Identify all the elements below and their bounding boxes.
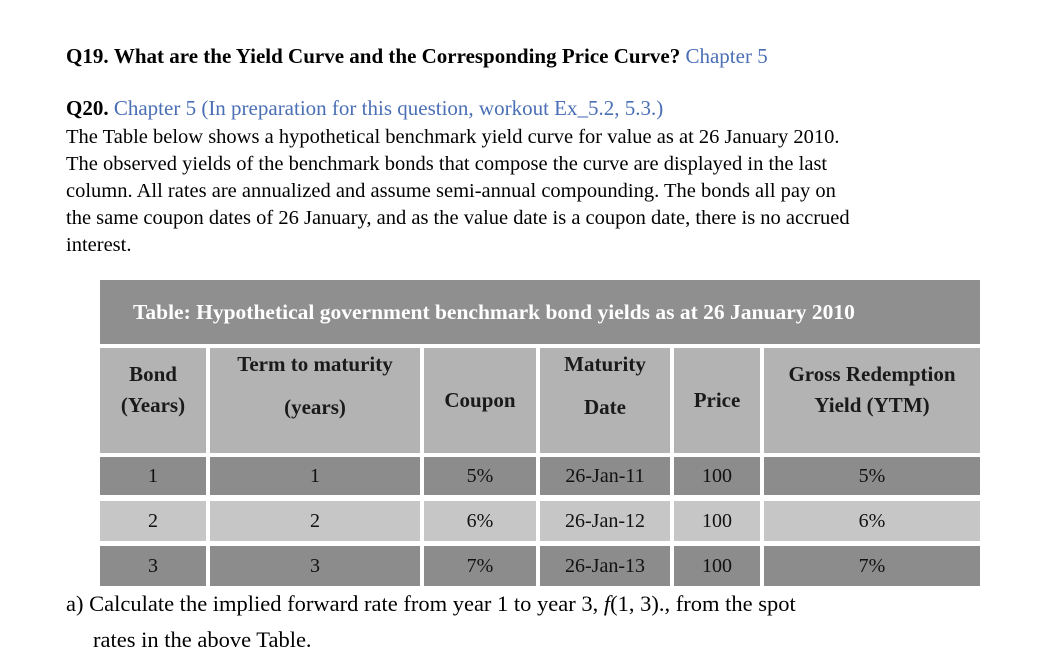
header-bond: [100, 348, 206, 453]
table-cell-coupon: 7%: [424, 546, 536, 586]
header-price: [674, 348, 760, 453]
table-cell-maturity: 26-Jan-11: [540, 457, 670, 495]
forward-rate-symbol: f: [603, 591, 611, 616]
table-cell-maturity: 26-Jan-12: [540, 501, 670, 541]
header-bond-line2: (Years): [120, 393, 186, 417]
header-gry: [764, 348, 980, 453]
q19-question-text: What are the Yield Curve and the Corresponding Price Curve?: [113, 44, 681, 68]
table-cell-term: 3: [210, 546, 420, 586]
table-title: Table: Hypothetical government benchmark bond yields as at 26 January 2010: [100, 280, 980, 344]
header-term-line1: Term to maturity: [237, 352, 393, 376]
q19-label: Q19.: [66, 44, 109, 68]
table-cell-maturity: 26-Jan-13: [540, 546, 670, 586]
table-cell-term: 1: [210, 457, 420, 495]
table-cell-ytm: 5%: [764, 457, 980, 495]
q20-paragraph: [66, 124, 1001, 259]
header-gry-line2: Yield (YTM): [814, 393, 930, 417]
header-maturity-line2: Date: [584, 395, 626, 419]
question-a: [66, 586, 796, 658]
header-maturity: [540, 348, 670, 453]
header-maturity-line1: Maturity: [564, 352, 646, 376]
question-a-line1: [66, 586, 796, 622]
table-cell-term: 2: [210, 501, 420, 541]
table-cell-coupon: 5%: [424, 457, 536, 495]
q20-label: Q20.: [66, 96, 109, 120]
header-coupon-text: Coupon: [444, 388, 516, 412]
header-gry-line1: Gross Redemption: [788, 362, 956, 386]
paragraph-line: column. All rates are annualized and assume semi-annual compounding. The bonds all pay on: [66, 180, 836, 202]
table-cell-coupon: 6%: [424, 501, 536, 541]
header-price-text: Price: [693, 388, 741, 412]
question-a-line2: rates in the above Table.: [93, 627, 312, 652]
q19-chapter-link[interactable]: Chapter 5: [685, 44, 768, 68]
table-cell-ytm: 6%: [764, 501, 980, 541]
question-a-text-end: (1, 3)., from the spot: [610, 591, 796, 616]
table-cell-bond: 1: [100, 457, 206, 495]
header-coupon: [424, 348, 536, 453]
header-term: [210, 348, 420, 453]
paragraph-line: the same coupon dates of 26 January, and as the value date is a coupon date, there is no accrued: [66, 207, 850, 229]
table-cell-price: 100: [674, 457, 760, 495]
question-20-heading: [66, 96, 663, 121]
question-a-text-start: a) Calculate the implied forward rate from year 1 to year 3,: [66, 591, 604, 616]
table-cell-bond: 2: [100, 501, 206, 541]
q20-chapter-link[interactable]: Chapter 5 (In preparation for this question, workout Ex_5.2, 5.3.): [113, 96, 664, 120]
header-term-line2: (years): [284, 395, 346, 419]
paragraph-line: The observed yields of the benchmark bonds that compose the curve are displayed in the last: [66, 153, 828, 175]
paragraph-line: The Table below shows a hypothetical benchmark yield curve for value as at 26 January 2010.: [66, 126, 840, 148]
table-cell-bond: 3: [100, 546, 206, 586]
table-cell-price: 100: [674, 501, 760, 541]
table-cell-price: 100: [674, 546, 760, 586]
table-cell-ytm: 7%: [764, 546, 980, 586]
header-bond-line1: Bond: [129, 362, 177, 386]
paragraph-line: interest.: [66, 234, 132, 256]
question-19: [66, 44, 768, 69]
